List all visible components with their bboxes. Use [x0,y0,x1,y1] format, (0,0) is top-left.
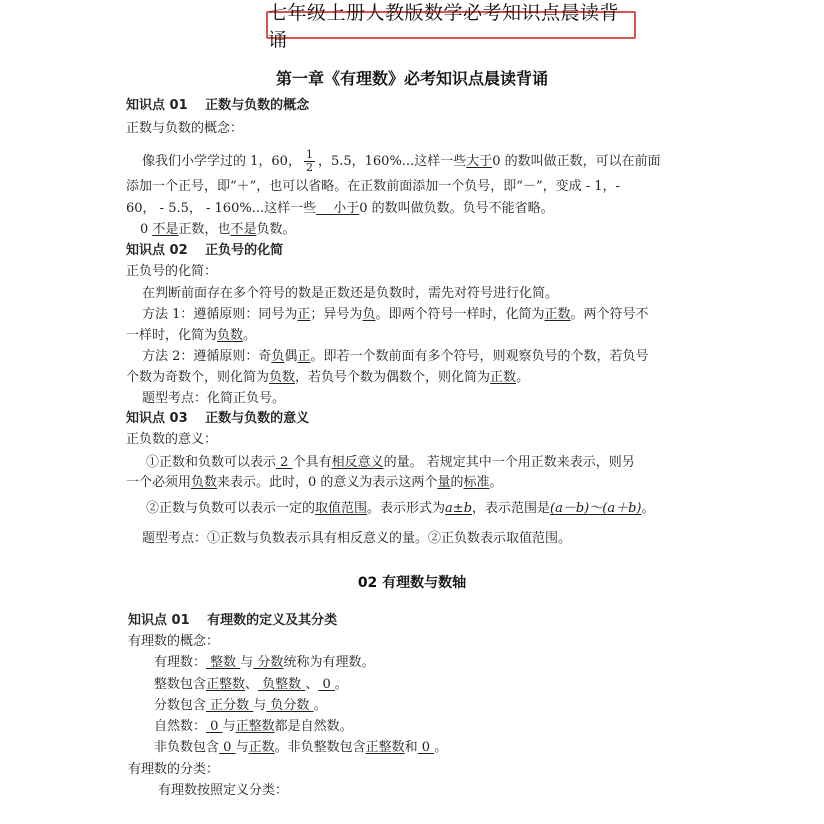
k4-subtitle: 有理数的概念： [128,634,220,649]
k2-method-1-line-2: 一样时，化简为负数。 [126,328,257,343]
k2-exam-point: 题型考点：化简正负号。 [142,391,286,406]
section-heading-k4: 知识点 01 有理数的定义及其分类 [128,613,338,628]
k3-exam-point: 题型考点：①正数与负数表示具有相反意义的量。②正负数表示取值范围。 [142,531,572,546]
document-title: 七年级上册人教版数学必考知识点晨读背诵 [266,11,636,39]
k2-method-2-line-2: 个数为奇数个，则化简为负数，若负号个数为偶数个，则化简为正数。 [126,370,530,385]
k4-integer-contents: 整数包含正整数、 负整数 、 0 。 [154,677,348,692]
k4-rational-definition: 有理数： 整数 与 分数统称为有理数。 [154,655,375,670]
k3-subtitle: 正负数的意义： [126,432,218,447]
k1-paragraph-line-1: 像我们小学学过的 1，60， $\frac{1}{2}$ ，5.5，160%...这样一些大于0 的数叫做正数，可以在前面 [142,148,661,174]
k2-method-2-line-1: 方法 2：遵循原则：奇负偶正。即若一个数前面有多个符号，则观察负号的个数，若负号 [142,349,649,364]
k2-method-1-line-1: 方法 1：遵循原则：同号为正；异号为负。即两个符号一样时，化简为正数。两个符号不 [142,307,649,322]
k3-paragraph-line-2: 一个必须用负数来表示。此时，0 的意义为表示这两个量的标准。 [126,475,503,490]
k1-paragraph-line-4: 0 不是正数，也不是负数。 [140,222,296,237]
k3-paragraph-line-3: ②正数与负数可以表示一定的取值范围。表示形式为a±b，表示范围是(a－b)～(a＋b)。 [146,501,655,516]
k4-non-negative: 非负数包含 0 与正数。非负整数包含正整数和 0 。 [154,740,448,755]
k4-natural-numbers: 自然数： 0 与正整数都是自然数。 [154,719,353,734]
k4-fraction-contents: 分数包含 正分数 与 负分数 。 [154,698,327,713]
section-heading-k3: 知识点 03 正数与负数的意义 [126,411,310,426]
k1-paragraph-line-2: 添加一个正号，即“＋”，也可以省略。在正数前面添加一个负号，即“－”，变成 - 1，- [126,179,620,194]
k2-intro: 在判断前面存在多个符号的数是正数还是负数时，需先对符号进行化简。 [142,286,559,301]
section-heading-k1: 知识点 01 正数与负数的概念 [126,98,310,113]
k4-classification-by-definition: 有理数按照定义分类： [158,783,289,798]
k4-classification-heading: 有理数的分类： [128,762,220,777]
section-heading-k2: 知识点 02 正负号的化简 [126,243,284,258]
chapter-2-heading: 02 有理数与数轴 [357,575,467,591]
k1-paragraph-line-3: 60， - 5.5， - 160%...这样一些 小于0 的数叫做负数。负号不能省略。 [126,201,554,216]
chapter-1-heading: 第一章《有理数》必考知识点晨读背诵 [275,69,548,88]
k1-subtitle: 正数与负数的概念： [126,121,244,136]
one-half-fraction: $\frac{1}{2}$ [305,148,313,174]
k3-paragraph-line-1: ①正数和负数可以表示 2 个具有相反意义的量。 若规定其中一个用正数来表示，则另 [146,455,635,470]
k2-subtitle: 正负号的化简： [126,264,218,279]
